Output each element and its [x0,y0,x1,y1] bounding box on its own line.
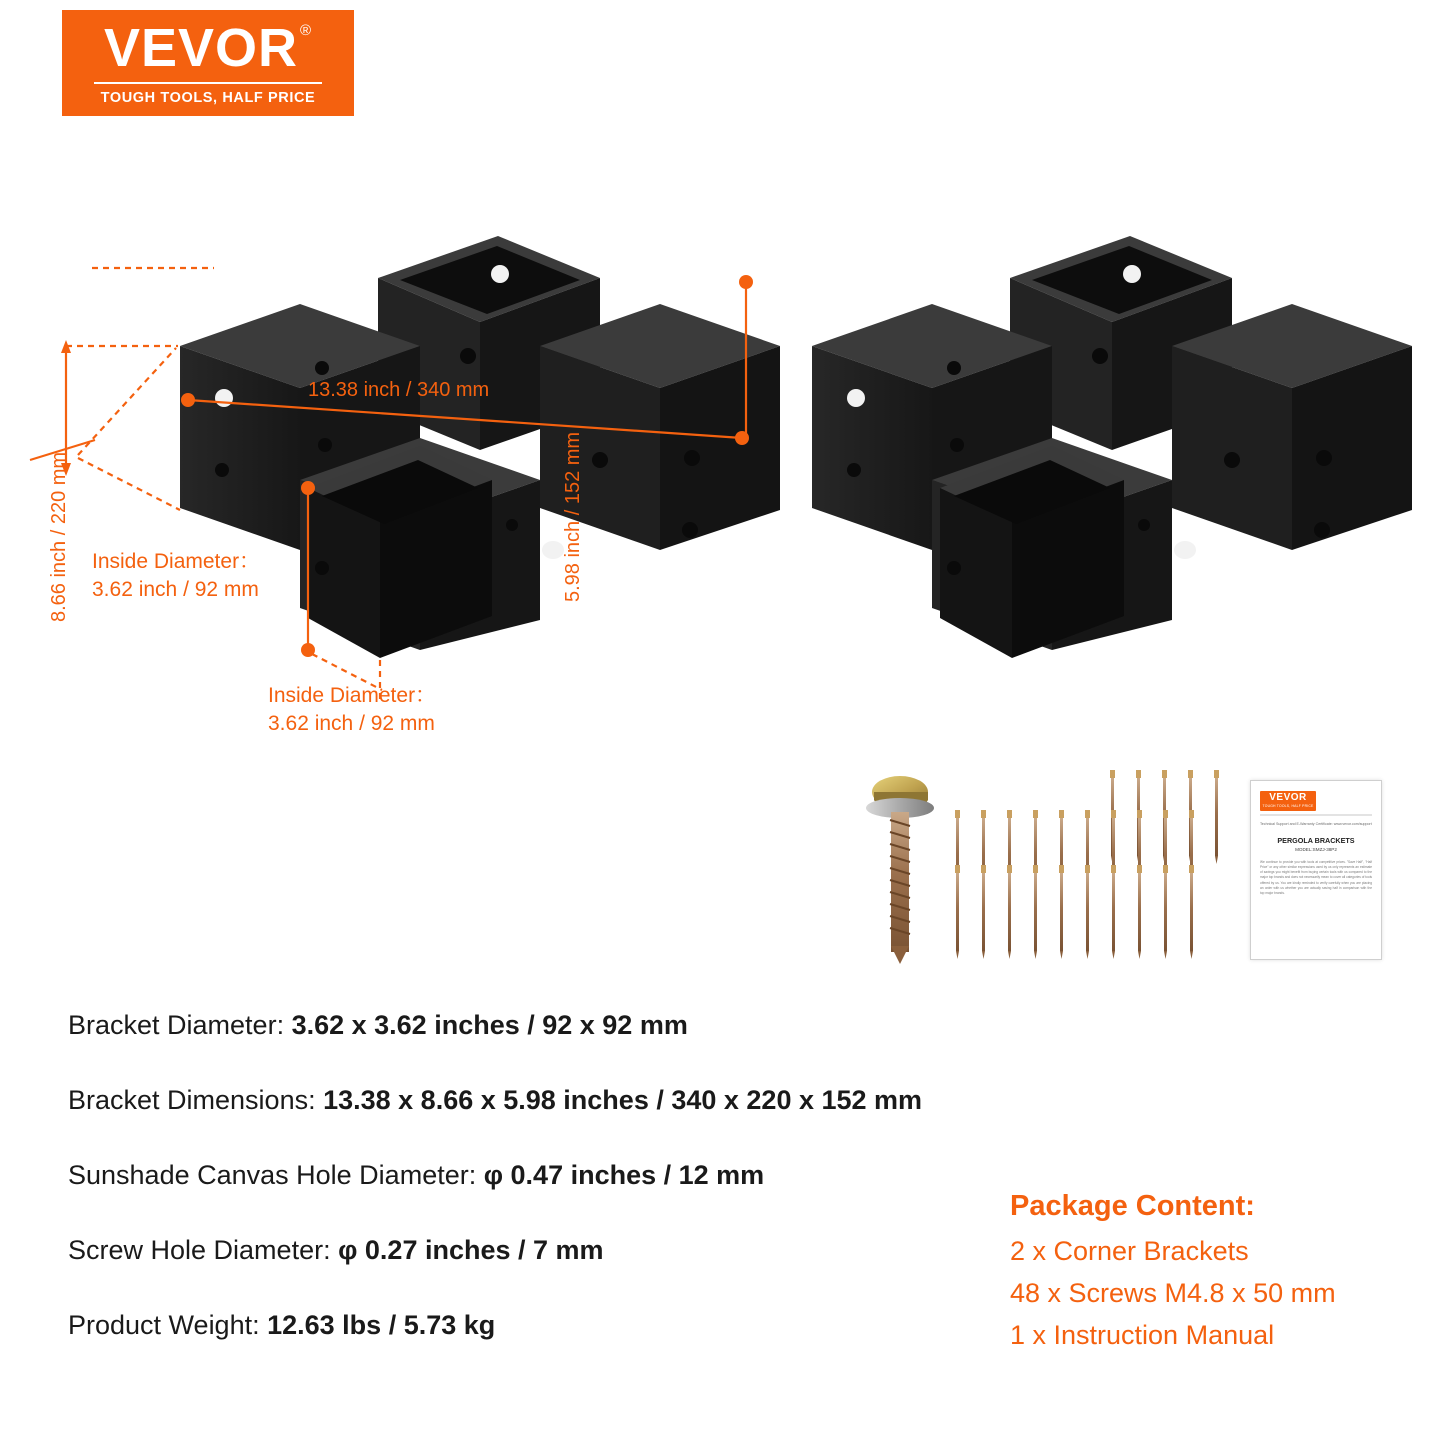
dimension-width-label: 13.38 inch / 340 mm [308,379,490,401]
manual-divider [1260,814,1372,816]
logo-divider [94,82,322,84]
spec-row [68,1010,1068,1041]
package-item: 48 x Screws M4.8 x 50 mm [1010,1278,1336,1308]
manual-model: MODEL:SMZJ-38P2 [1295,847,1337,853]
logo-brand-text: VEVOR [103,17,299,78]
spec-row [68,1160,1068,1191]
spec-value: 3.62 x 3.62 inches / 92 x 92 mm [291,1010,688,1040]
spec-value: φ 0.47 inches / 12 mm [483,1160,765,1190]
manual-logo-tagline: TOUGH TOOLS, HALF PRICE [1262,803,1314,808]
manual-support-line: Technical Support and E-Warranty Certificate: www.vevor.com/support [1260,821,1372,826]
package-content-title: Package Content: [1010,1190,1255,1222]
dimension-depth-label: 8.66 inch / 220 mm [48,451,70,622]
accessories-group [860,760,1400,980]
spec-value: 13.38 x 8.66 x 5.98 inches / 340 x 220 x 152 mm [323,1085,923,1115]
package-item: 1 x Instruction Manual [1010,1320,1275,1350]
spec-value: φ 0.27 inches / 7 mm [338,1235,604,1265]
spec-label: Sunshade Canvas Hole Diameter: [68,1160,484,1190]
spec-value: 12.63 lbs / 5.73 kg [267,1310,496,1340]
inside-diameter-left-label: Inside Diameter： 3.62 inch / 92 mm [92,550,261,602]
instruction-manual [1250,780,1382,960]
bracket-right [812,236,1412,658]
spec-row [68,1085,1068,1116]
bracket-left [180,236,780,658]
product-illustration [0,150,1445,790]
package-content [1010,1190,1336,1362]
specification-list [68,1010,1068,1385]
logo-tagline: TOUGH TOOLS, HALF PRICE [100,89,316,106]
vevor-logo [62,10,354,116]
spec-label: Bracket Dimensions: [68,1085,324,1115]
bracket-diagram-svg [0,150,1445,790]
spec-row [68,1310,1068,1341]
spec-label: Bracket Diameter: [68,1010,292,1040]
logo-wordmark [103,17,313,78]
package-item: 2 x Corner Brackets [1010,1236,1249,1266]
screw-row-group [955,770,1219,959]
dimension-height-label: 5.98 inch / 152 mm [562,431,584,602]
manual-title: PERGOLA BRACKETS [1277,836,1355,846]
spec-label: Screw Hole Diameter: [68,1235,339,1265]
manual-body-text: We continue to provide you with tools at competitive prices. "Save Half", "Half Price" or any other similar expressions used by us only represents an estimate of savings you might benefit from buying certain tools with us compared to the major top brands and does not necessarily mean to cover all categories of tools offered by us. You are kindly reminded to verify carefully when you are placing an order with us whether you are actually saving half in comparison with the top major brands. [1260,860,1372,895]
registered-trademark-icon: ® [299,21,313,39]
manual-logo-brand: VEVOR [1269,792,1307,803]
inside-diameter-bottom-label: Inside Diameter： 3.62 inch / 92 mm [268,684,437,736]
screw-large [866,776,934,964]
spec-row [68,1235,1068,1266]
spec-label: Product Weight: [68,1310,268,1340]
manual-logo [1260,791,1316,811]
